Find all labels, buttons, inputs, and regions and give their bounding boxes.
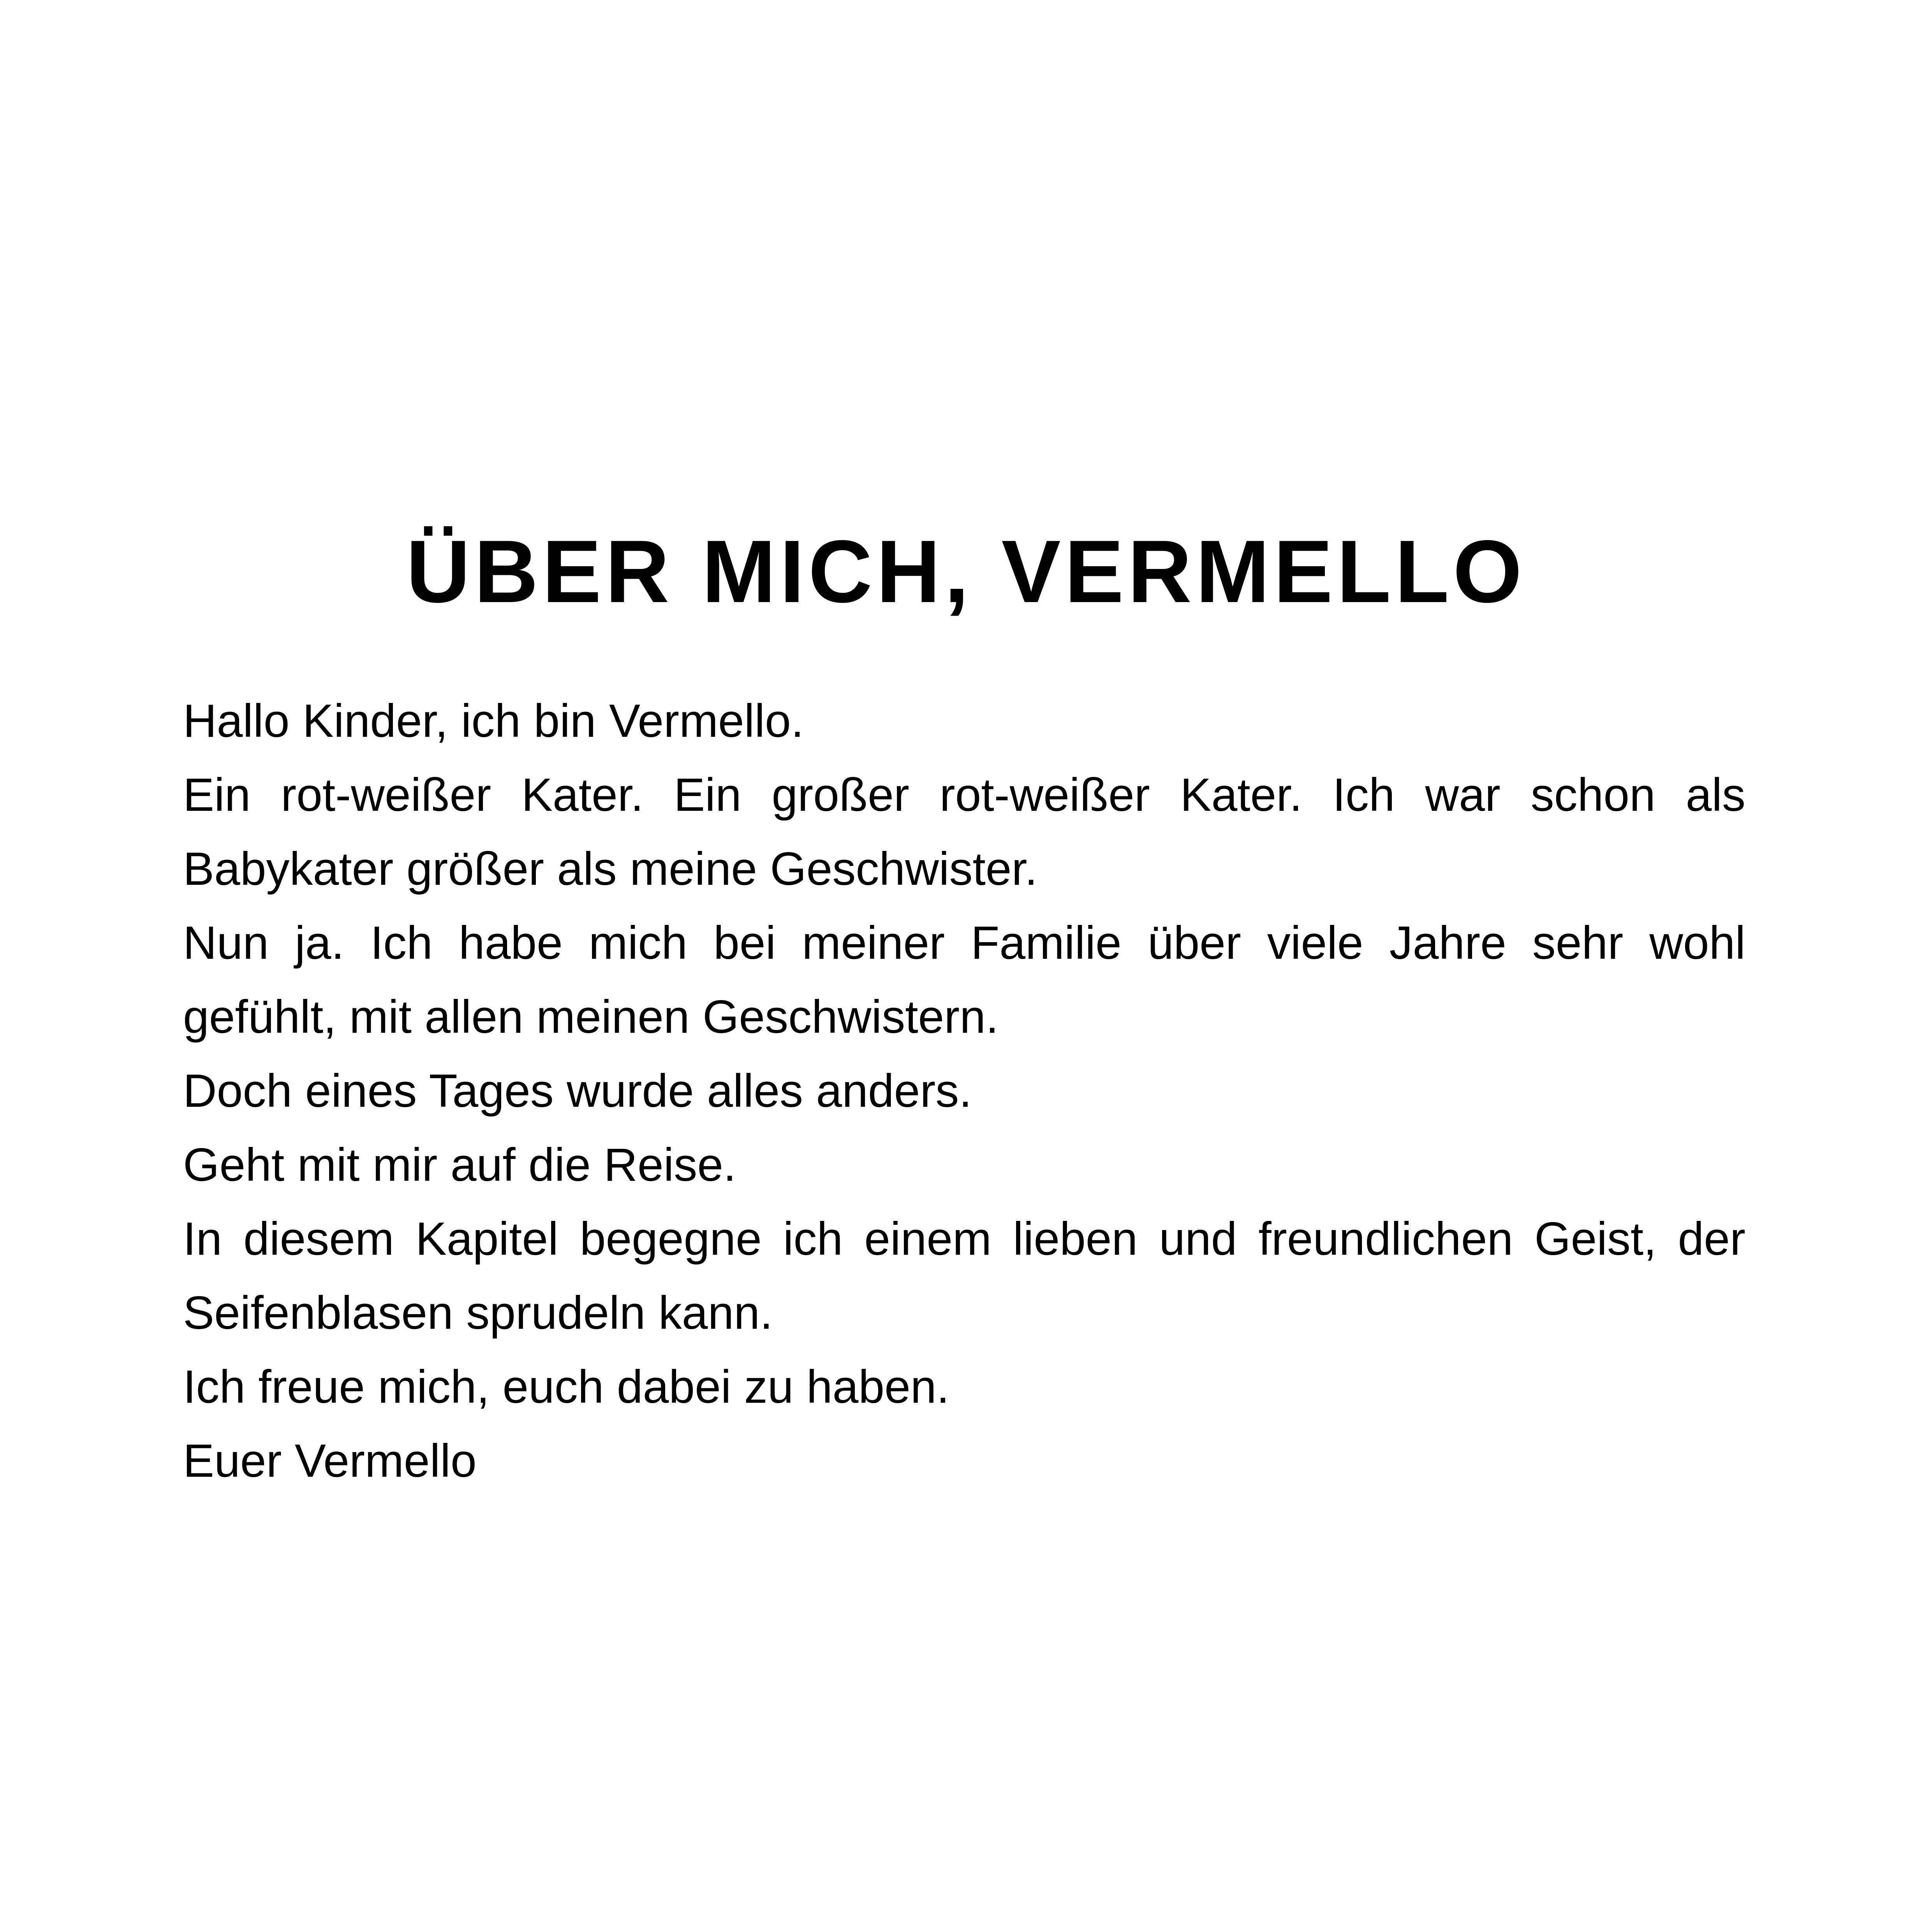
body-text bbox=[183, 684, 1745, 1498]
paragraph-greeting: Hallo Kinder, ich bin Vermello. bbox=[183, 695, 804, 747]
paragraph-change: Doch eines Tages wurde alles anders. bbox=[183, 1065, 972, 1117]
paragraph-signature: Euer Vermello bbox=[183, 1435, 477, 1487]
paragraph-chapter: In diesem Kapitel begegne ich einem lieben und freundlichen Geist, der Seifenblasen sprudeln kann. bbox=[183, 1213, 1745, 1339]
paragraph-welcome: Ich freue mich, euch dabei zu haben. bbox=[183, 1361, 949, 1413]
paragraph-family: Nun ja. Ich habe mich bei meiner Familie über viele Jahre sehr wohl gefühlt, mit allen meinen Geschwistern. bbox=[183, 917, 1745, 1043]
paragraph-description: Ein rot-weißer Kater. Ein großer rot-weißer Kater. Ich war schon als Babykater größer als meine Geschwister. bbox=[183, 769, 1745, 895]
paragraph-journey: Geht mit mir auf die Reise. bbox=[183, 1139, 736, 1191]
page-title: ÜBER MICH, VERMELLO bbox=[406, 522, 1526, 621]
